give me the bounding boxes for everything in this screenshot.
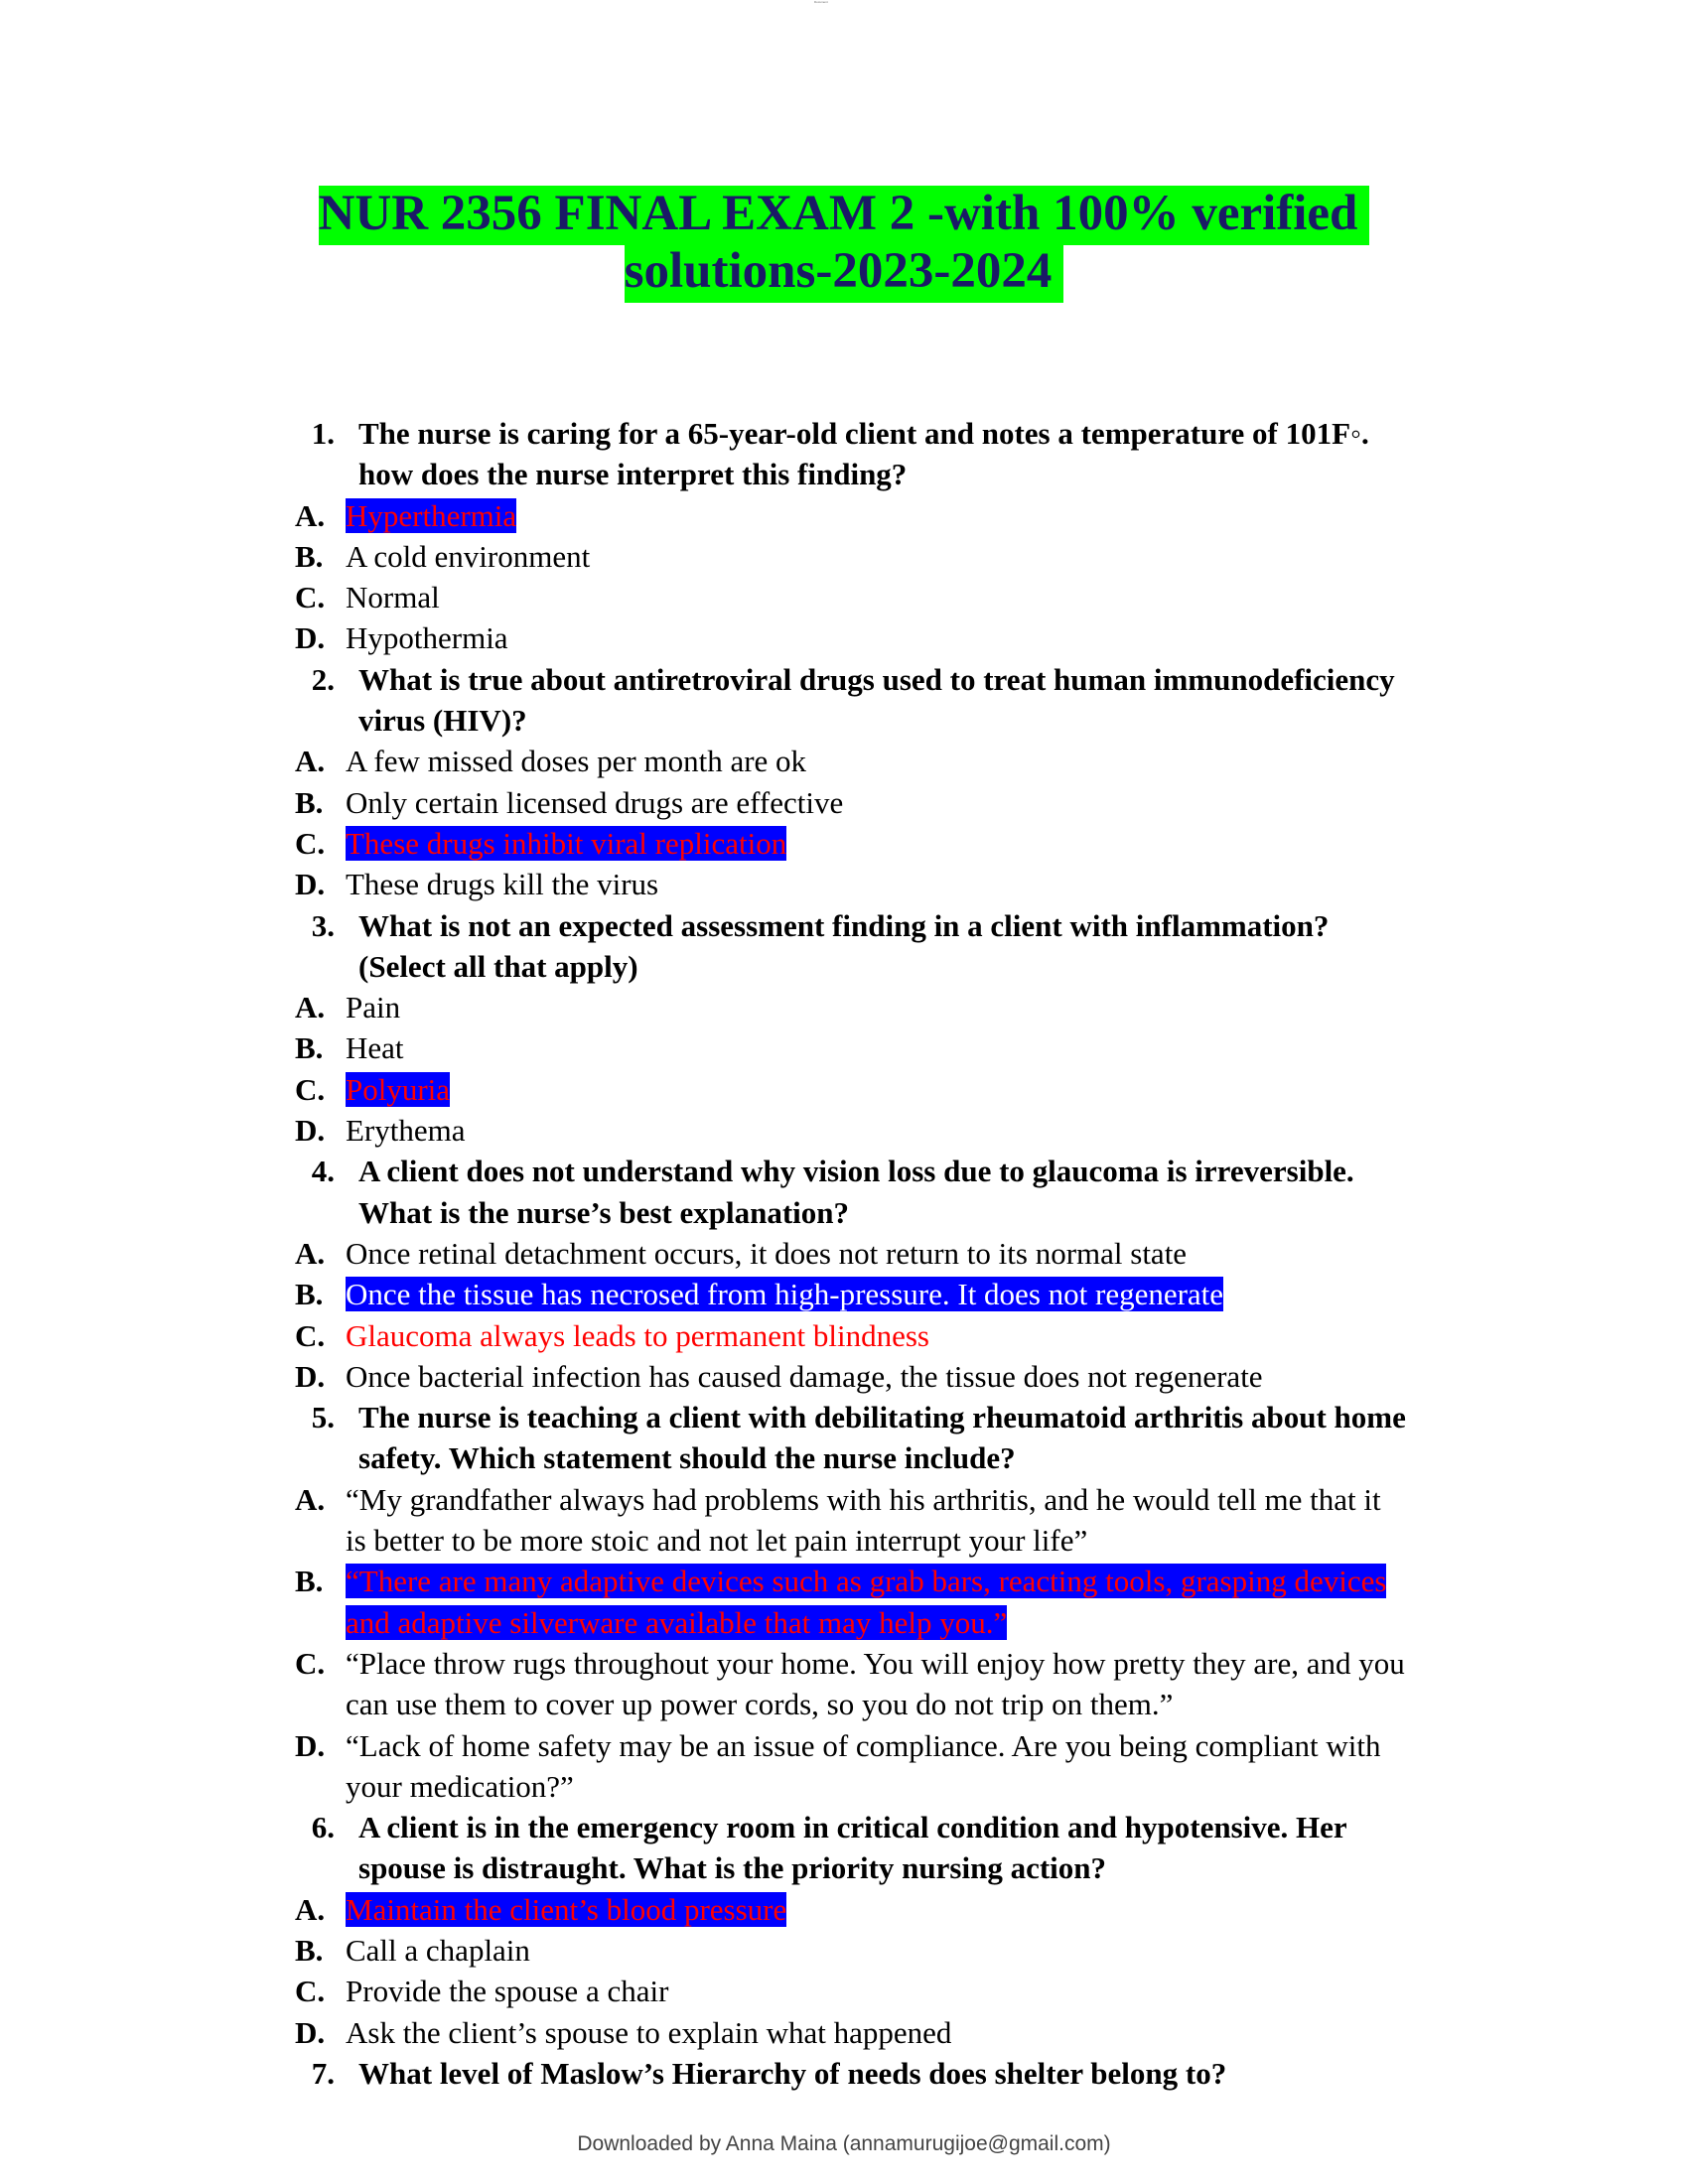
question-row	[0, 1437, 1688, 1478]
option-label: can use them to cover up power cords, so you do not trip on them.”	[346, 1687, 1174, 1722]
option-row	[0, 1561, 1688, 1601]
question-number: 1.	[311, 416, 335, 451]
question-row	[0, 700, 1688, 741]
question-number: 5.	[311, 1400, 335, 1435]
option-row	[0, 1356, 1688, 1397]
option-row	[0, 987, 1688, 1027]
option-letter: B.	[295, 1932, 324, 1968]
question-list	[0, 413, 1688, 2094]
question-row	[0, 454, 1688, 494]
question-text: What level of Maslow’s Hierarchy of needs does shelter belong to?	[358, 2055, 1227, 2091]
option-row	[0, 1069, 1688, 1110]
option-label: These drugs kill the virus	[346, 867, 659, 902]
question-row	[0, 946, 1688, 987]
option-row	[0, 1643, 1688, 1684]
option-text	[346, 1602, 1007, 1643]
option-row	[0, 577, 1688, 617]
option-text	[346, 782, 843, 823]
question-row	[0, 413, 1688, 454]
option-row	[0, 1110, 1688, 1151]
option-row	[0, 741, 1688, 781]
option-label: Hyperthermia	[346, 497, 517, 533]
option-letter: A.	[295, 990, 326, 1025]
option-letter: A.	[295, 497, 326, 533]
document-title	[0, 185, 1688, 300]
question-text: The nurse is teaching a client with debilitating rheumatoid arthritis about home	[358, 1400, 1406, 1435]
option-label: Ask the client’s spouse to explain what happened	[346, 2014, 952, 2050]
option-text	[346, 2012, 951, 2053]
option-label: A few missed doses per month are ok	[346, 744, 807, 779]
option-text	[346, 1274, 1223, 1314]
option-text	[346, 1315, 929, 1356]
option-text	[346, 1930, 530, 1971]
option-row	[0, 823, 1688, 864]
option-letter: C.	[295, 1317, 326, 1353]
option-letter: C.	[295, 1645, 326, 1681]
option-row	[0, 495, 1688, 536]
option-row	[0, 1027, 1688, 1068]
option-text	[346, 1356, 1263, 1397]
option-text	[346, 987, 400, 1027]
option-row	[0, 782, 1688, 823]
question-text: A client is in the emergency room in critical condition and hypotensive. Her	[358, 1810, 1347, 1845]
option-row	[0, 1930, 1688, 1971]
question-text: (Select all that apply)	[358, 948, 638, 984]
option-text	[346, 536, 590, 577]
question-row	[0, 1807, 1688, 1847]
option-label: Polyuria	[346, 1071, 451, 1107]
option-label: “My grandfather always had problems with his arthritis, and he would tell me that it	[346, 1481, 1381, 1517]
option-text	[346, 864, 658, 904]
option-label: Pain	[346, 990, 401, 1025]
option-label: “Lack of home safety may be an issue of compliance. Are you being compliant with	[346, 1727, 1381, 1763]
option-label: Hypothermia	[346, 620, 508, 656]
option-label: and adaptive silverware available that may help you.”	[346, 1604, 1008, 1640]
question-row	[0, 1192, 1688, 1233]
option-row	[0, 1479, 1688, 1520]
option-label: Call a chaplain	[346, 1932, 530, 1968]
option-letter: D.	[295, 867, 326, 902]
question-number: 3.	[311, 907, 335, 943]
option-text	[346, 1069, 450, 1110]
option-label: Only certain licensed drugs are effective	[346, 784, 844, 820]
question-row	[0, 905, 1688, 946]
option-text	[346, 1110, 466, 1151]
option-label: Once bacterial infection has caused damage, the tissue does not regenerate	[346, 1358, 1263, 1394]
option-label: Once the tissue has necrosed from high-pressure. It does not regenerate	[346, 1277, 1224, 1312]
question-row	[0, 1151, 1688, 1191]
option-letter: A.	[295, 744, 326, 779]
header-mark: Document	[814, 0, 828, 4]
option-text	[346, 495, 516, 536]
question-number: 7.	[311, 2055, 335, 2091]
option-label: Maintain the client’s blood pressure	[346, 1891, 787, 1927]
option-text	[346, 1643, 1405, 1684]
option-text	[346, 577, 440, 617]
question-number: 6.	[311, 1810, 335, 1845]
question-text: The nurse is caring for a 65-year-old client and notes a temperature of 101F◦.	[358, 416, 1369, 451]
option-label: your medication?”	[346, 1768, 574, 1804]
option-text	[346, 617, 508, 658]
option-label: A cold environment	[346, 538, 591, 574]
option-letter: D.	[295, 2014, 326, 2050]
option-row	[0, 1889, 1688, 1930]
option-text	[346, 1561, 1386, 1601]
option-label: is better to be more stoic and not let pain interrupt your life”	[346, 1523, 1088, 1559]
option-text	[346, 823, 786, 864]
option-letter: D.	[295, 620, 326, 656]
option-label: Once retinal detachment occurs, it does not return to its normal state	[346, 1235, 1188, 1271]
option-letter: C.	[295, 1974, 326, 2009]
option-row	[0, 864, 1688, 904]
option-row	[0, 617, 1688, 658]
question-text: virus (HIV)?	[358, 703, 527, 739]
option-letter: D.	[295, 1727, 326, 1763]
option-row	[0, 1725, 1688, 1766]
option-label: Erythema	[346, 1113, 466, 1149]
option-letter: A.	[295, 1235, 326, 1271]
option-label: Provide the spouse a chair	[346, 1974, 669, 2009]
option-letter: A.	[295, 1481, 326, 1517]
option-text	[346, 1479, 1381, 1520]
option-text	[346, 1725, 1380, 1766]
question-text: safety. Which statement should the nurse include?	[358, 1440, 1016, 1476]
option-letter: A.	[295, 1891, 326, 1927]
option-letter: D.	[295, 1113, 326, 1149]
question-number: 4.	[311, 1154, 335, 1189]
question-number: 2.	[311, 661, 335, 697]
question-text: What is the nurse’s best explanation?	[358, 1194, 850, 1230]
option-letter: B.	[295, 538, 324, 574]
option-row	[0, 536, 1688, 577]
question-text: A client does not understand why vision loss due to glaucoma is irreversible.	[358, 1154, 1354, 1189]
option-label: Normal	[346, 580, 440, 615]
option-row	[0, 1971, 1688, 2011]
question-row	[0, 2053, 1688, 2094]
option-letter: D.	[295, 1358, 326, 1394]
question-text: spouse is distraught. What is the priority nursing action?	[358, 1850, 1107, 1886]
option-text	[346, 1520, 1087, 1561]
option-row	[0, 1233, 1688, 1274]
option-row	[0, 1520, 1688, 1561]
option-row	[0, 1684, 1688, 1724]
option-row	[0, 1766, 1688, 1807]
question-row	[0, 659, 1688, 700]
option-text	[346, 1971, 668, 2011]
option-letter: B.	[295, 1030, 324, 1066]
question-text: What is not an expected assessment finding in a client with inflammation?	[358, 907, 1330, 943]
option-row	[0, 1274, 1688, 1314]
question-row	[0, 1847, 1688, 1888]
option-label: “There are many adaptive devices such as grab bars, reacting tools, grasping devices	[346, 1564, 1387, 1599]
option-text	[346, 1684, 1173, 1724]
option-text	[346, 741, 806, 781]
option-label: Heat	[346, 1030, 404, 1066]
option-row	[0, 1602, 1688, 1643]
option-label: “Place throw rugs throughout your home. You will enjoy how pretty they are, and you	[346, 1645, 1405, 1681]
option-text	[346, 1233, 1187, 1274]
option-letter: C.	[295, 580, 326, 615]
option-letter: C.	[295, 825, 326, 861]
download-footer: Downloaded by Anna Maina (annamurugijoe@gmail.com)	[577, 2132, 1111, 2155]
option-label: Glaucoma always leads to permanent blindness	[346, 1317, 929, 1353]
option-row	[0, 2012, 1688, 2053]
option-row	[0, 1315, 1688, 1356]
option-letter: B.	[295, 784, 324, 820]
option-letter: C.	[295, 1071, 326, 1107]
option-letter: B.	[295, 1277, 324, 1312]
option-letter: B.	[295, 1564, 324, 1599]
question-text: What is true about antiretroviral drugs used to treat human immunodeficiency	[358, 661, 1395, 697]
question-text: how does the nurse interpret this finding?	[358, 457, 908, 492]
option-label: These drugs inhibit viral replication	[346, 825, 787, 861]
option-text	[346, 1889, 786, 1930]
title-line-1: NUR 2356 FINAL EXAM 2 -with 100% verified	[319, 186, 1370, 245]
question-row	[0, 1397, 1688, 1437]
option-text	[346, 1027, 404, 1068]
option-text	[346, 1766, 574, 1807]
title-line-2: solutions-2023-2024	[625, 243, 1064, 303]
